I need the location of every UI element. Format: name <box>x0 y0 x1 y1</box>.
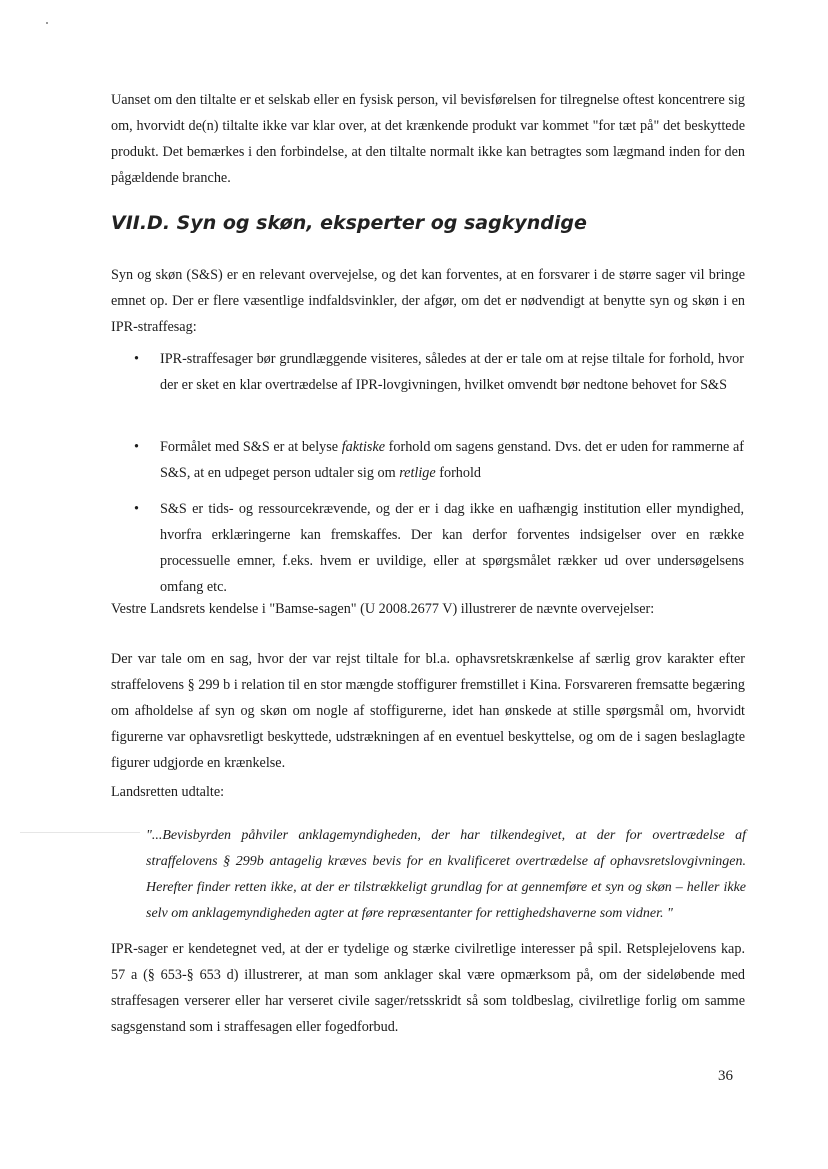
page-number: 36 <box>718 1068 733 1084</box>
scan-artifact <box>46 22 48 24</box>
bullet-icon: • <box>134 439 139 455</box>
list-item <box>134 346 744 398</box>
paragraph-case-description: Der var tale om en sag, hvor der var rejst tiltale for bl.a. ophavsretskrænkelse af særlig grov karakter efter straffelovens § 299 b i relation til en stor mængde stoffigurer fremstillet i Kina. Forsvareren fremsatte begæring om afholdelse af syn og skøn om nogle af stoffigurerne, idet han ønskede at stille spørgsmål om, hvorvidt figurerne var ophavsretligt beskyttede, udstrækningen af en eventuel beskyttelse, og om de i sagen beslaglagte figurer udgjorde en krænkelse. <box>111 651 745 771</box>
paragraph-intro: Uanset om den tiltalte er et selskab eller en fysisk person, vil bevisførelsen for tilregnelse oftest koncentrere sig om, hvorvidt de(n) tiltalte ikke var klar over, at det krænkende produkt var kommet "for tæt på" det beskyttede produkt. Det bemærkes i den forbindelse, at den tiltalte normalt ikke kan betragtes som lægmand inden for den pågældende branche. <box>111 92 745 186</box>
paragraph-syn-og-skon: Syn og skøn (S&S) er en relevant overvejelse, og det kan forventes, at en forsvarer i de større sager vil bringe emnet op. Der er flere væsentlige indfaldsvinkler, der afgør, om det er nødvendigt at benytte syn og skøn i en IPR-straffesag: <box>111 267 745 335</box>
paragraph-final: IPR-sager er kendetegnet ved, at der er tydelige og stærke civilretlige interesser på spil. Retsplejelovens kap. 57 a (§ 653-§ 653 d) illustrerer, at man som anklager skal være opmærksom på, om der sideløbende med straffesagen verserer eller har verseret civile sager/retsskridt så som toldbeslag, civilretlige forlig om samme sagsgenstand som i straffesagen eller fogedforbud. <box>111 941 745 1035</box>
paragraph-case-intro: Vestre Landsrets kendelse i "Bamse-sagen" (U 2008.2677 V) illustrerer de nævnte overvejelser: <box>111 601 655 617</box>
bullet-icon: • <box>134 351 139 367</box>
list-item-text-part: forhold <box>435 465 482 481</box>
list-item-text: S&S er tids- og ressourcekrævende, og der er i dag ikke en uafhængig institution eller myndighed, hvorfra erklæringerne kan fremskaffes. Der kan derfor forventes indsigelser over en række processuelle emner, f.eks. hvem er uvildige, eller at spørgsmålet rækker ud over undersøgelsens omfang etc. <box>160 501 744 595</box>
emphasis-retlige: retlige <box>399 465 436 481</box>
scan-artifact-line <box>20 832 140 833</box>
list-item-text-part: forhold om sagens genstand. Dvs. det er uden for rammerne af S&S, at en udpeget person udtaler sig om <box>160 439 744 481</box>
list-item <box>134 496 744 600</box>
bullet-icon: • <box>134 501 139 517</box>
list-item <box>134 434 744 486</box>
court-quote: "...Bevisbyrden påhviler anklagemyndigheden, der har tilkendegivet, at der for overtrædelse af straffelovens § 299b antagelig kræves bevis for en kvalificeret overtrædelse af ophavsretslovgivningen. Herefter finder retten ikke, at der er tilstrækkeligt grundlag for at gennemføre et syn og skøn – heller ikke selv om anklagemyndigheden agter at føre repræsentanter for rettighedshaverne som vidner. " <box>146 828 746 921</box>
paragraph-court-statement: Landsretten udtalte: <box>111 784 225 800</box>
emphasis-faktiske: faktiske <box>341 439 386 455</box>
list-item-text: IPR-straffesager bør grundlæggende visiteres, således at der er tale om at rejse tiltale for forhold, hvor der er sket en klar overtrædelse af IPR-lovgivningen, hvilket omvendt bør nedtone behovet for S&S <box>160 351 744 393</box>
list-item-text-part: Formålet med S&S er at belyse <box>160 439 342 455</box>
section-heading: VII.D. Syn og skøn, eksperter og sagkyndige <box>111 212 587 234</box>
